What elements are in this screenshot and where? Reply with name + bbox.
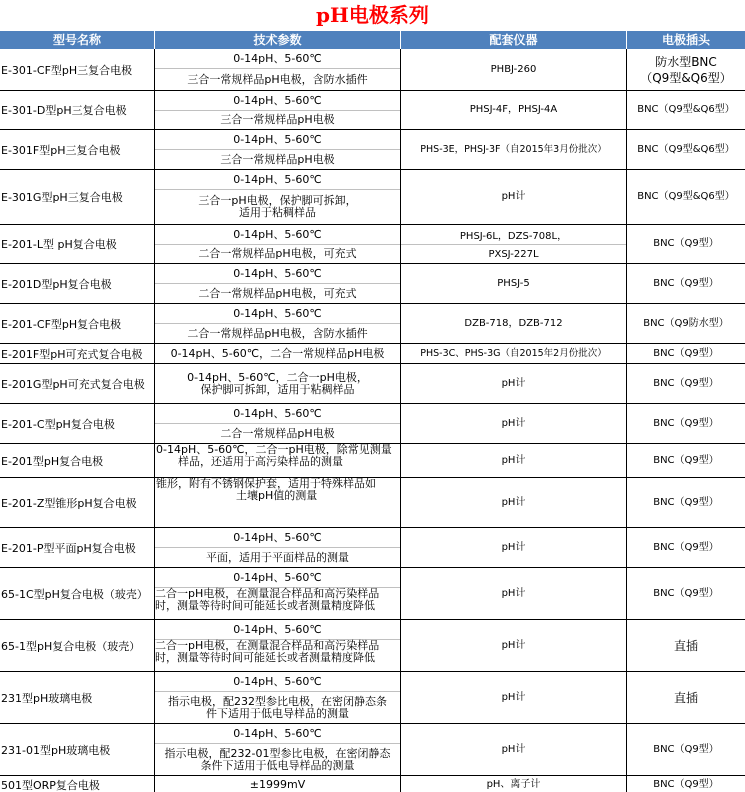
instrument: PHSJ-4F，PHSJ-4A — [469, 104, 558, 115]
table-row — [0, 304, 745, 344]
spec-range: 0-14pH、5-60℃ — [155, 91, 400, 111]
instrument: pH计 — [501, 191, 526, 202]
table-row — [0, 364, 745, 404]
spec-desc: 0-14pH、5-60℃，二合一pH电极， — [187, 370, 368, 384]
model-name: 231型pH玻璃电极 — [0, 672, 155, 723]
spec-cell — [155, 170, 401, 224]
spec-cell — [155, 672, 401, 723]
instrument-cell — [401, 344, 627, 363]
model-name: E-201G型pH可充式复合电极 — [0, 364, 155, 403]
spec-desc: 0-14pH、5-60℃，二合一常规样品pH电极 — [170, 346, 385, 360]
header-model: 型号名称 — [0, 31, 155, 49]
table-row — [0, 672, 745, 724]
table-row — [0, 344, 745, 364]
spec-cell — [155, 264, 401, 303]
spec-desc: 时，测量等待时间可能延长或者测量精度降低 — [155, 651, 375, 664]
table-row — [0, 776, 745, 792]
plug-type: 直插 — [673, 690, 698, 705]
instrument-cell — [401, 620, 627, 671]
spec-cell — [155, 91, 401, 129]
spec-range: 0-14pH、5-60℃ — [155, 568, 400, 588]
plug-cell — [627, 620, 745, 671]
spec-cell — [155, 304, 401, 343]
instrument-cell — [401, 364, 627, 403]
header-instrument: 配套仪器 — [401, 31, 627, 49]
spec-cell — [155, 364, 401, 403]
spec-desc: 二合一常规样品pH电极，可充式 — [198, 286, 357, 300]
plug-cell — [627, 225, 745, 263]
plug-type: BNC（Q9型） — [653, 541, 719, 553]
spec-range: 0-14pH、5-60℃ — [155, 304, 400, 324]
spec-desc: 指示电极，配232型参比电极，在密闭静态条 — [168, 694, 387, 708]
spec-desc: 二合一pH电极，在测量混合样品和高污染样品 — [155, 587, 380, 600]
plug-type: BNC（Q9型） — [653, 496, 719, 508]
spec-cell — [155, 528, 401, 567]
plug-cell — [627, 91, 745, 129]
plug-cell — [627, 528, 745, 567]
instrument: pH计 — [501, 743, 526, 755]
model-name: E-301F型pH三复合电极 — [0, 130, 155, 169]
plug-type: BNC（Q9型&Q6型） — [637, 191, 735, 202]
instrument: PHS-3E，PHSJ-3F（自2015年3月份批次） — [420, 143, 607, 155]
spec-desc: 三合一常规样品pH电极，含防水插件 — [187, 72, 368, 86]
instrument-cell — [401, 776, 627, 792]
instrument-cell — [401, 91, 627, 129]
header-plug: 电极插头 — [661, 33, 710, 47]
plug-type: BNC（Q9型） — [653, 779, 719, 790]
instrument: PHSJ-5 — [497, 277, 530, 289]
header-spec: 技术参数 — [155, 31, 401, 49]
spec-desc: 锥形，附有不锈钢保护套，适用于特殊样品如 — [156, 478, 376, 490]
spec-range: 0-14pH、5-60℃ — [155, 404, 400, 424]
instrument: PXSJ-227L — [488, 248, 539, 260]
table-row — [0, 404, 745, 444]
plug-type: BNC（Q9型） — [653, 454, 719, 466]
table-row — [0, 91, 745, 130]
plug-type: BNC（Q9型） — [653, 417, 719, 429]
model-name: E-301G型pH三复合电极 — [0, 170, 155, 224]
plug-cell — [627, 776, 745, 792]
instrument: pH、离子计 — [486, 779, 541, 790]
model-name: E-201-L型 pH复合电极 — [0, 225, 155, 263]
table-row — [0, 49, 745, 91]
instrument-cell — [401, 672, 627, 723]
spec-desc: 二合一常规样品pH电极 — [220, 426, 335, 440]
plug-type: BNC（Q9型&Q6型） — [637, 143, 735, 155]
spec-cell — [155, 444, 401, 477]
table-row — [0, 130, 745, 170]
plug-cell — [627, 568, 745, 619]
model-name: E-201型pH复合电极 — [0, 444, 155, 477]
instrument-cell — [401, 130, 627, 169]
instrument: pH计 — [501, 587, 526, 599]
spec-desc: 三合一pH电极，保护脚可拆卸， — [198, 194, 357, 207]
spec-range: 0-14pH、5-60℃ — [155, 264, 400, 284]
spec-range: 0-14pH、5-60℃ — [155, 672, 400, 692]
model-name: E-301-CF型pH三复合电极 — [0, 49, 155, 90]
model-name: 65-1型pH复合电极（玻壳） — [0, 620, 155, 671]
spec-desc: 保护脚可拆卸，适用于粘稠样品 — [200, 382, 355, 396]
spec-desc: 二合一常规样品pH电极，可充式 — [198, 247, 357, 260]
instrument: pH计 — [501, 639, 526, 651]
plug-type: BNC（Q9防水型） — [643, 317, 729, 329]
spec-cell — [155, 568, 401, 619]
plug-variant: （Q9型&Q6型） — [640, 70, 732, 85]
plug-type: BNC（Q9型） — [653, 238, 719, 249]
model-name: 65-1C型pH复合电极（玻壳） — [0, 568, 155, 619]
plug-cell — [627, 170, 745, 224]
spec-cell — [155, 130, 401, 169]
spec-desc: 样品，还适用于高污染样品的测量 — [178, 455, 343, 468]
spec-cell — [155, 404, 401, 443]
model-name: E-201-CF型pH复合电极 — [0, 304, 155, 343]
plug-cell — [627, 672, 745, 723]
instrument: PHBJ-260 — [490, 63, 537, 75]
spec-desc: ±1999mV — [249, 778, 306, 791]
instrument-cell — [401, 404, 627, 443]
instrument: DZB-718，DZB-712 — [464, 317, 563, 329]
plug-type: BNC（Q9型&Q6型） — [637, 104, 735, 115]
spec-cell — [155, 344, 401, 363]
plug-cell — [627, 49, 745, 90]
instrument-cell — [401, 225, 627, 263]
plug-cell — [627, 404, 745, 443]
instrument: pH计 — [501, 541, 526, 553]
instrument: pH计 — [501, 496, 526, 508]
plug-type: 直插 — [673, 638, 698, 653]
model-name: E-201D型pH复合电极 — [0, 264, 155, 303]
table-row — [0, 225, 745, 264]
model-name: E-201F型pH可充式复合电极 — [0, 344, 155, 363]
instrument-cell — [401, 478, 627, 527]
instrument-cell — [401, 568, 627, 619]
spec-range: 0-14pH、5-60℃ — [155, 130, 400, 150]
plug-type: BNC（Q9型） — [653, 377, 719, 389]
table-row — [0, 264, 745, 304]
table-header — [0, 31, 745, 49]
spec-range: 0-14pH、5-60℃ — [155, 528, 400, 548]
spec-cell — [155, 49, 401, 90]
instrument-cell — [401, 49, 627, 90]
plug-cell — [627, 264, 745, 303]
model-name: E-201-Z型锥形pH复合电极 — [0, 478, 155, 527]
spec-desc: 0-14pH、5-60℃，二合一pH电极，除常见测量 — [156, 444, 392, 456]
spec-cell — [155, 478, 401, 527]
spec-desc: 时，测量等待时间可能延长或者测量精度降低 — [155, 599, 375, 612]
model-name: E-201-C型pH复合电极 — [0, 404, 155, 443]
model-name: 231-01型pH玻璃电极 — [0, 724, 155, 775]
instrument-cell — [401, 304, 627, 343]
spec-range: 0-14pH、5-60℃ — [155, 620, 400, 640]
plug-type: BNC（Q9型） — [653, 743, 719, 755]
plug-type: BNC（Q9型） — [653, 587, 719, 599]
spec-desc: 二合一pH电极，在测量混合样品和高污染样品 — [155, 639, 380, 652]
spec-cell — [155, 776, 401, 792]
model-name: 501型ORP复合电极 — [0, 776, 155, 792]
spec-desc: 指示电极，配232-01型参比电极，在密闭静态 — [164, 746, 391, 760]
spec-range: 0-14pH、5-60℃ — [155, 170, 400, 190]
instrument: PHSJ-6L，DZS-708L， — [401, 225, 626, 245]
spec-desc: 土壤pH值的测量 — [236, 489, 318, 502]
table-row — [0, 568, 745, 620]
table-row — [0, 620, 745, 672]
plug-cell — [627, 130, 745, 169]
spec-desc: 适用于粘稠样品 — [239, 206, 316, 219]
plug-cell — [627, 478, 745, 527]
spec-cell — [155, 225, 401, 263]
instrument: pH计 — [501, 417, 526, 429]
table-row — [0, 444, 745, 478]
instrument: pH计 — [501, 454, 526, 466]
spec-desc: 平面，适用于平面样品的测量 — [206, 550, 349, 564]
plug-cell — [627, 444, 745, 477]
page-title: pH电极系列 — [316, 3, 429, 27]
plug-type: BNC（Q9型） — [653, 277, 719, 289]
spec-desc: 三合一常规样品pH电极 — [220, 113, 335, 126]
spec-range: 0-14pH、5-60℃ — [155, 49, 400, 69]
instrument-cell — [401, 444, 627, 477]
spec-cell — [155, 724, 401, 775]
plug-cell — [627, 344, 745, 363]
instrument: pH计 — [501, 377, 526, 389]
table-row — [0, 724, 745, 776]
model-name: E-301-D型pH三复合电极 — [0, 91, 155, 129]
instrument-cell — [401, 264, 627, 303]
table-row — [0, 528, 745, 568]
spec-desc: 件下适用于低电导样品的测量 — [206, 706, 349, 720]
instrument: PHS-3C、PHS-3G（自2015年2月份批次） — [420, 347, 607, 359]
spec-cell — [155, 620, 401, 671]
table-row — [0, 170, 745, 225]
instrument: pH计 — [501, 691, 526, 703]
plug-cell — [627, 364, 745, 403]
spec-desc: 二合一常规样品pH电极，含防水插件 — [187, 326, 368, 340]
spec-range: 0-14pH、5-60℃ — [155, 225, 400, 245]
spec-desc: 条件下适用于低电导样品的测量 — [200, 758, 355, 772]
plug-cell — [627, 304, 745, 343]
table-row — [0, 478, 745, 528]
model-name: E-201-P型平面pH复合电极 — [0, 528, 155, 567]
instrument-cell — [401, 170, 627, 224]
spec-desc: 三合一常规样品pH电极 — [220, 152, 335, 166]
plug-type: 防水型BNC — [655, 54, 717, 69]
instrument-cell — [401, 528, 627, 567]
spec-range: 0-14pH、5-60℃ — [155, 724, 400, 744]
plug-cell — [627, 724, 745, 775]
instrument-cell — [401, 724, 627, 775]
plug-type: BNC（Q9型） — [653, 347, 719, 359]
